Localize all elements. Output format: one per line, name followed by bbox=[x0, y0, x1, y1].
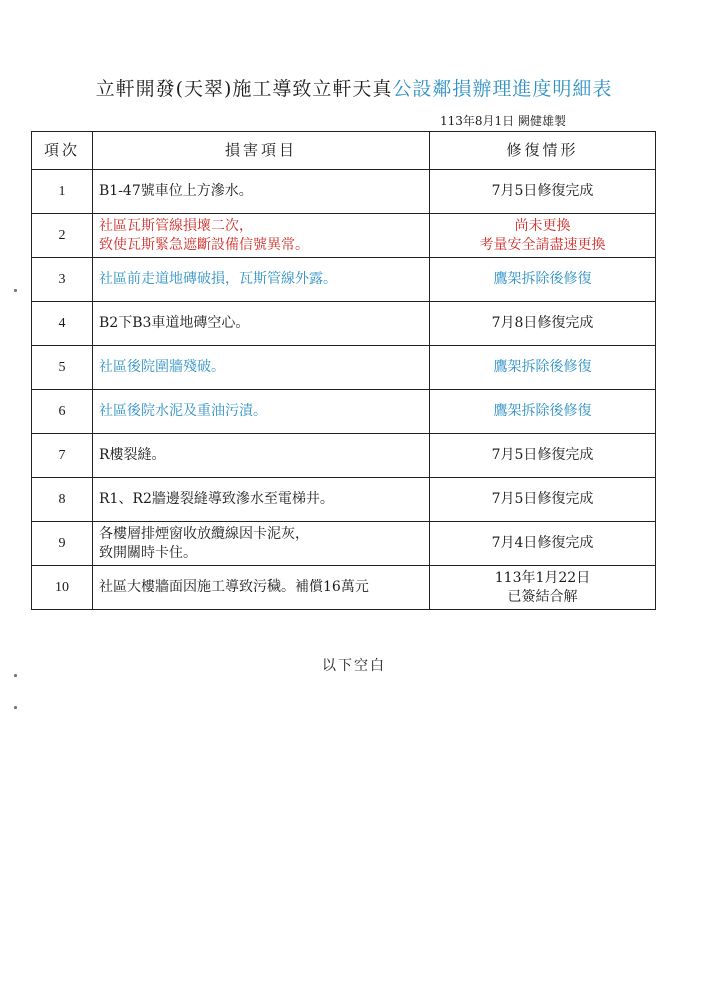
repair-status-cell bbox=[430, 522, 656, 566]
row-number: 6 bbox=[32, 390, 93, 434]
row-number: 7 bbox=[32, 434, 93, 478]
scan-mark bbox=[14, 674, 17, 677]
repair-status-text: 已簽結合解 bbox=[507, 588, 578, 605]
repair-status-text: 尚未更換 bbox=[514, 217, 571, 234]
table-row bbox=[32, 566, 656, 610]
repair-status-cell bbox=[430, 478, 656, 522]
header-no: 項次 bbox=[32, 132, 93, 170]
document-date-author: 113年8月1日 闕健雄製 bbox=[440, 114, 566, 128]
row-number: 3 bbox=[32, 258, 93, 302]
row-number: 2 bbox=[32, 214, 93, 258]
damage-item-cell bbox=[93, 258, 430, 302]
row-number: 5 bbox=[32, 346, 93, 390]
row-number: 10 bbox=[32, 566, 93, 610]
repair-status-text: 7月8日修復完成 bbox=[491, 315, 594, 331]
title-highlight: 公設鄰損辦理進度明細表 bbox=[392, 78, 613, 100]
damage-item-cell bbox=[93, 170, 430, 214]
repair-status-cell bbox=[430, 258, 656, 302]
table-row bbox=[32, 478, 656, 522]
repair-progress-table bbox=[31, 131, 656, 610]
table-row bbox=[32, 390, 656, 434]
table-row bbox=[32, 302, 656, 346]
damage-item-text: B1-47號車位上方滲水。 bbox=[99, 183, 253, 199]
repair-status-text: 7月5日修復完成 bbox=[491, 447, 594, 463]
blank-below-note: 以下空白 bbox=[322, 658, 386, 674]
repair-status-cell bbox=[430, 302, 656, 346]
repair-status-text: 考量安全請盡速更換 bbox=[479, 236, 606, 253]
damage-item-text: 社區前走道地磚破損，瓦斯管線外露。 bbox=[99, 271, 337, 287]
damage-item-cell bbox=[93, 522, 430, 566]
table-body bbox=[32, 170, 656, 610]
repair-status-text: 113年1月22日 bbox=[494, 569, 591, 586]
damage-item-text: 社區瓦斯管線損壞二次， bbox=[99, 217, 253, 234]
damage-item-text: 社區大樓牆面因施工導致污穢。補償16萬元 bbox=[99, 579, 369, 595]
scan-mark bbox=[14, 289, 17, 292]
row-number: 1 bbox=[32, 170, 93, 214]
table-row bbox=[32, 346, 656, 390]
repair-status-cell bbox=[430, 170, 656, 214]
repair-status-cell bbox=[430, 434, 656, 478]
repair-status-text: 7月5日修復完成 bbox=[491, 491, 594, 507]
title-prefix: 立軒開發(天翠)施工導致立軒天真 bbox=[95, 78, 393, 100]
header-repair-status: 修復情形 bbox=[430, 132, 656, 170]
scan-mark bbox=[14, 706, 17, 709]
table-row bbox=[32, 258, 656, 302]
row-number: 4 bbox=[32, 302, 93, 346]
damage-item-cell bbox=[93, 566, 430, 610]
table-row bbox=[32, 214, 656, 258]
document-title bbox=[0, 74, 708, 101]
table-row bbox=[32, 522, 656, 566]
damage-item-cell bbox=[93, 478, 430, 522]
damage-item-text: B2下B3車道地磚空心。 bbox=[99, 315, 250, 331]
row-number: 9 bbox=[32, 522, 93, 566]
table-row bbox=[32, 434, 656, 478]
repair-status-cell bbox=[430, 566, 656, 610]
table-row bbox=[32, 170, 656, 214]
repair-status-cell bbox=[430, 346, 656, 390]
row-number: 8 bbox=[32, 478, 93, 522]
damage-item-cell bbox=[93, 346, 430, 390]
repair-status-text: 鷹架拆除後修復 bbox=[493, 403, 592, 419]
damage-item-cell bbox=[93, 214, 430, 258]
damage-item-text: 各樓層排煙窗收放纜線因卡泥灰， bbox=[99, 525, 309, 542]
damage-item-cell bbox=[93, 390, 430, 434]
repair-status-text: 鷹架拆除後修復 bbox=[493, 359, 592, 375]
damage-item-text: 致開關時卡住。 bbox=[99, 544, 197, 561]
damage-item-text: R1、R2牆邊裂縫導致滲水至電梯井。 bbox=[99, 491, 334, 507]
repair-status-cell bbox=[430, 214, 656, 258]
damage-item-text: R樓裂縫。 bbox=[99, 447, 166, 463]
repair-status-text: 鷹架拆除後修復 bbox=[493, 271, 592, 287]
damage-item-text: 社區後院圍牆殘破。 bbox=[99, 359, 225, 375]
repair-status-text: 7月4日修復完成 bbox=[491, 535, 594, 551]
repair-status-text: 7月5日修復完成 bbox=[491, 183, 594, 199]
damage-item-text: 社區後院水泥及重油污漬。 bbox=[99, 403, 267, 419]
table-header-row bbox=[32, 132, 656, 170]
repair-status-cell bbox=[430, 390, 656, 434]
header-damage-item: 損害項目 bbox=[93, 132, 430, 170]
damage-item-cell bbox=[93, 302, 430, 346]
damage-item-text: 致使瓦斯緊急遮斷設備信號異常。 bbox=[99, 236, 309, 253]
damage-item-cell bbox=[93, 434, 430, 478]
